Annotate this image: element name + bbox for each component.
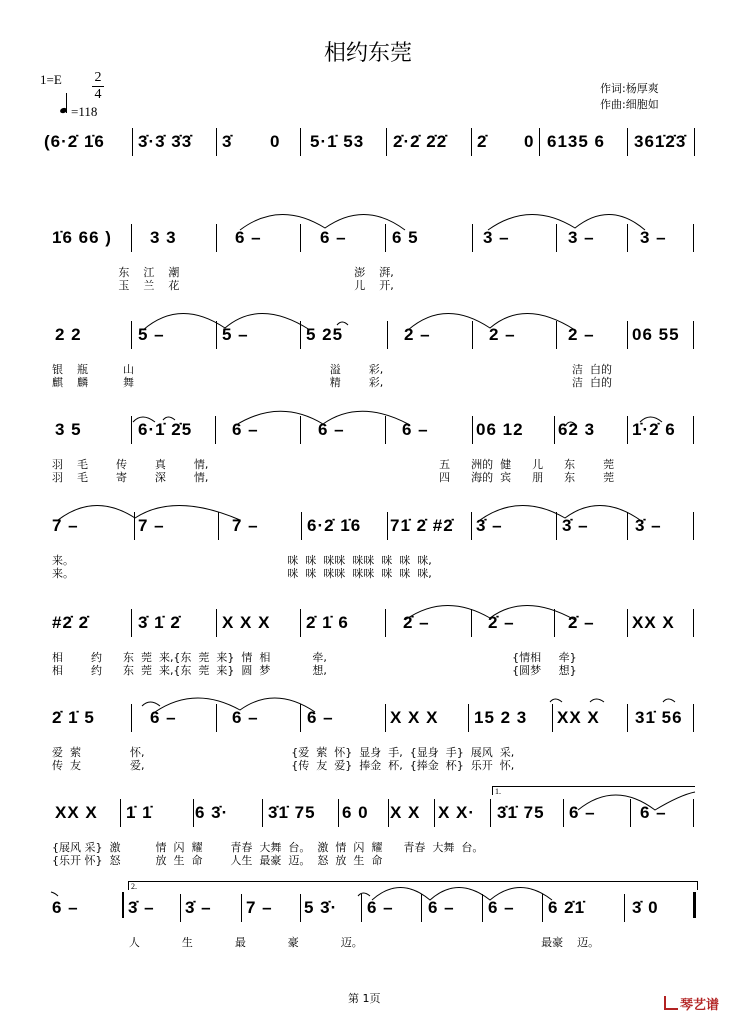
lyric-line: 东 江 潮 澎 湃, bbox=[52, 266, 394, 279]
notation-group: 7 – bbox=[246, 898, 273, 917]
notation-group: 6135 6 bbox=[547, 132, 605, 151]
notation-group: 5 – bbox=[138, 325, 165, 344]
notation-group: 5 3̇· bbox=[304, 898, 338, 917]
notation-group: XX X bbox=[55, 803, 98, 822]
barline bbox=[471, 128, 472, 156]
notation-group: 7 – bbox=[232, 516, 259, 535]
lyric-line: 来。 咪 咪 咪咪 咪咪 咪 咪 咪, bbox=[52, 554, 432, 567]
notation-group: 3̇·3̇ 3̇3̇ bbox=[138, 132, 193, 151]
logo-icon bbox=[664, 996, 678, 1010]
barline bbox=[134, 512, 135, 540]
notation-group: 3 5 bbox=[55, 420, 82, 439]
notation-group: 2̇ 1̇ 6 bbox=[306, 613, 349, 632]
barline bbox=[241, 894, 242, 922]
notation-group: 3 – bbox=[640, 228, 667, 247]
notation-group: 06 55 bbox=[632, 325, 680, 344]
barline bbox=[131, 224, 132, 252]
notation-group: 6 – bbox=[307, 708, 334, 727]
second-ending-bracket bbox=[128, 881, 698, 890]
time-signature-bottom: 4 bbox=[94, 87, 102, 102]
lyric-line: 来。 咪 咪 咪咪 咪咪 咪 咪 咪, bbox=[52, 567, 432, 580]
barline bbox=[300, 224, 301, 252]
barline bbox=[627, 128, 628, 156]
notation-group: 6 – bbox=[52, 898, 79, 917]
notation-group: 7 – bbox=[52, 516, 79, 535]
barline bbox=[630, 799, 631, 827]
lyric-line: 银 瓶 山 溢 彩, 洁 白的 bbox=[52, 363, 613, 376]
notation-group: 6 0 bbox=[342, 803, 369, 822]
barline bbox=[385, 224, 386, 252]
barline bbox=[627, 609, 628, 637]
notation-group: 6 3̇· bbox=[195, 803, 229, 822]
notation-group: 3 3 bbox=[150, 228, 177, 247]
notation-group: 3̇ – bbox=[635, 516, 662, 535]
notation-group: 3̇ 0 bbox=[632, 898, 659, 917]
barline bbox=[554, 609, 555, 637]
barline bbox=[180, 894, 181, 922]
notation-group: 6 – bbox=[232, 420, 259, 439]
barline bbox=[421, 894, 422, 922]
barline bbox=[215, 416, 216, 444]
lyric-line: 麒 麟 舞 精 彩, 洁 白的 bbox=[52, 376, 613, 389]
barline bbox=[627, 321, 628, 349]
lyric-line: 相 约 东 莞 来,{东 莞 来} 情 相 牵, {情相 牵} bbox=[52, 651, 577, 664]
notation-group: 5 – bbox=[222, 325, 249, 344]
barline bbox=[693, 609, 694, 637]
time-signature bbox=[93, 70, 103, 103]
barline bbox=[471, 609, 472, 637]
barline bbox=[539, 128, 540, 156]
barline bbox=[693, 704, 694, 732]
notation-group: 6 – bbox=[428, 898, 455, 917]
notation-group: 3̇ – bbox=[128, 898, 155, 917]
notation-group: 2 – bbox=[489, 325, 516, 344]
barline bbox=[434, 799, 435, 827]
barline bbox=[471, 512, 472, 540]
barline bbox=[387, 512, 388, 540]
barline bbox=[262, 799, 263, 827]
repeat-barline bbox=[122, 892, 124, 918]
barline bbox=[554, 416, 555, 444]
barline bbox=[627, 704, 628, 732]
notation-group: 6 – bbox=[488, 898, 515, 917]
barline bbox=[472, 416, 473, 444]
lyric-line: 相 约 东 莞 来,{东 莞 来} 圆 梦 想, {圆梦 想} bbox=[52, 664, 577, 677]
notation-group: 7 – bbox=[138, 516, 165, 535]
score-title: 相约东莞 bbox=[323, 41, 412, 66]
notation-group: 3 – bbox=[568, 228, 595, 247]
barline bbox=[388, 799, 389, 827]
tempo-marking: =118 bbox=[71, 104, 98, 119]
notation-group: 3̇ – bbox=[562, 516, 589, 535]
notation-group: 6·1̇ 2̇5 bbox=[138, 420, 193, 439]
barline bbox=[386, 128, 387, 156]
barline bbox=[693, 799, 694, 827]
notation-group: 5·1̇ 53 bbox=[310, 132, 365, 151]
barline bbox=[552, 704, 553, 732]
notation-group: 1̇·2̇ 6 bbox=[632, 420, 676, 439]
notation-group: 0 bbox=[270, 132, 281, 151]
time-signature-top: 2 bbox=[94, 70, 102, 85]
barline bbox=[216, 321, 217, 349]
notation-group: (6·2̇ 1̇6 bbox=[44, 132, 105, 151]
notation-group: 3̇ bbox=[222, 132, 233, 151]
notation-group: 3̇ 1̇ 2̇ bbox=[138, 613, 181, 632]
barline bbox=[218, 512, 219, 540]
notation-group: X X bbox=[390, 803, 421, 822]
notation-group: 2 – bbox=[568, 325, 595, 344]
barline bbox=[490, 799, 491, 827]
notation-group: 06 12 bbox=[476, 420, 524, 439]
lyric-line: 爱 萦 怀, {爱 萦 怀} 显身 手, {显身 手} 展风 采, bbox=[52, 746, 515, 759]
notation-group: X X X bbox=[222, 613, 271, 632]
final-barline bbox=[693, 892, 696, 918]
notation-group: 71̇ 2̇ #2̇ bbox=[390, 516, 454, 535]
barline bbox=[694, 128, 695, 156]
notation-group: 2̇ – bbox=[403, 613, 430, 632]
barline bbox=[216, 704, 217, 732]
notation-group: 2̇ – bbox=[568, 613, 595, 632]
notation-group: 3̇ – bbox=[476, 516, 503, 535]
barline bbox=[120, 799, 121, 827]
barline bbox=[385, 609, 386, 637]
barline bbox=[542, 894, 543, 922]
barline bbox=[131, 416, 132, 444]
barline bbox=[385, 416, 386, 444]
notation-group: X X· bbox=[438, 803, 476, 822]
lyric-line: 玉 兰 花 儿 开, bbox=[52, 279, 394, 292]
notation-group: 2̇·2̇ 2̇2̇ bbox=[393, 132, 448, 151]
barline bbox=[624, 894, 625, 922]
lyric-line: {展风 采} 激 情 闪 耀 青春 大舞 台。 激 情 闪 耀 青春 大舞 台。 bbox=[52, 841, 484, 854]
page-number: 第 1页 bbox=[348, 992, 381, 1005]
composer-credit: 作曲:细胞如 bbox=[600, 98, 659, 111]
barline bbox=[300, 894, 301, 922]
notation-group: 6 5 bbox=[392, 228, 419, 247]
notation-group: 6 – bbox=[640, 803, 667, 822]
barline bbox=[385, 704, 386, 732]
lyricist-credit: 作词:杨厚爽 bbox=[600, 82, 659, 95]
barline bbox=[300, 609, 301, 637]
notation-group: 31̇ 56 bbox=[635, 708, 683, 727]
barline bbox=[131, 321, 132, 349]
barline bbox=[556, 224, 557, 252]
barline bbox=[627, 224, 628, 252]
notation-group: XX X bbox=[557, 708, 600, 727]
notation-group: 2 – bbox=[404, 325, 431, 344]
notation-group: 361̇2̇3̇ bbox=[634, 132, 687, 151]
barline bbox=[193, 799, 194, 827]
notation-group: 62 3 bbox=[558, 420, 596, 439]
barline bbox=[216, 224, 217, 252]
barline bbox=[300, 321, 301, 349]
barline bbox=[693, 416, 694, 444]
barline bbox=[627, 416, 628, 444]
site-logo[interactable] bbox=[664, 994, 719, 1013]
barline bbox=[131, 704, 132, 732]
lyric-line: 羽 毛 寄 深 情, 四 海的 宾 朋 东 莞 bbox=[52, 471, 615, 484]
notation-group: 2̇ 1̇ 5 bbox=[52, 708, 95, 727]
first-ending-bracket bbox=[492, 786, 695, 795]
notation-group: 6 – bbox=[320, 228, 347, 247]
key-signature: 1=E bbox=[40, 72, 62, 87]
barline bbox=[361, 894, 362, 922]
notation-group: 2 2 bbox=[55, 325, 82, 344]
first-ending-label: 1. bbox=[495, 787, 501, 796]
barline bbox=[693, 224, 694, 252]
notation-group: 1̇ 1̇ bbox=[126, 803, 153, 822]
lyric-line: 人 生 最 豪 迈。 最豪 迈。 bbox=[52, 936, 600, 949]
notation-group: X X X bbox=[390, 708, 439, 727]
barline bbox=[300, 128, 301, 156]
notation-group: 2̇ – bbox=[488, 613, 515, 632]
notation-group: 3 – bbox=[483, 228, 510, 247]
barline bbox=[556, 321, 557, 349]
barline bbox=[468, 704, 469, 732]
notation-group: 1̇6 66 ) bbox=[52, 228, 112, 247]
barline bbox=[216, 609, 217, 637]
notation-group: 6 – bbox=[367, 898, 394, 917]
barline bbox=[300, 704, 301, 732]
barline bbox=[472, 224, 473, 252]
barline bbox=[301, 512, 302, 540]
barline bbox=[216, 128, 217, 156]
notation-group: 6 – bbox=[235, 228, 262, 247]
notation-group: XX X bbox=[632, 613, 675, 632]
notation-group: 6 – bbox=[402, 420, 429, 439]
barline bbox=[482, 894, 483, 922]
notation-group: 5 25 bbox=[306, 325, 344, 344]
logo-text: 琴艺谱 bbox=[680, 998, 720, 1013]
lyric-line: 羽 毛 传 真 情, 五 洲的 健 儿 东 莞 bbox=[52, 458, 615, 471]
notation-group: 3̇1̇ 75 bbox=[268, 803, 316, 822]
notation-group: 6 – bbox=[150, 708, 177, 727]
barline bbox=[132, 128, 133, 156]
notation-group: 2̇ bbox=[477, 132, 488, 151]
barline bbox=[300, 416, 301, 444]
lyric-line: 传 友 爱, {传 友 爱} 捧金 杯, {捧金 杯} 乐开 怀, bbox=[52, 759, 515, 772]
notation-group: 6 2̇1̇ bbox=[548, 898, 586, 917]
notation-group: 6·2̇ 1̇6 bbox=[307, 516, 362, 535]
lyric-line: {乐开 怀} 怒 放 生 命 人生 最豪 迈。 怒 放 生 命 bbox=[52, 854, 383, 867]
notation-group: 6 – bbox=[232, 708, 259, 727]
barline bbox=[338, 799, 339, 827]
notation-group: 3̇ – bbox=[185, 898, 212, 917]
second-ending-label: 2. bbox=[131, 882, 137, 891]
notation-group: 6 – bbox=[569, 803, 596, 822]
barline bbox=[627, 512, 628, 540]
notation-group: #2̇ 2̇ bbox=[52, 613, 90, 632]
barline bbox=[472, 321, 473, 349]
barline bbox=[556, 512, 557, 540]
barline bbox=[387, 321, 388, 349]
barline bbox=[693, 321, 694, 349]
notation-group: 15 2 3 bbox=[474, 708, 528, 727]
barline bbox=[693, 512, 694, 540]
notation-group: 0 bbox=[524, 132, 535, 151]
barline bbox=[563, 799, 564, 827]
barline bbox=[131, 609, 132, 637]
notation-group: 3̇1̇ 75 bbox=[497, 803, 545, 822]
notation-group: 6 – bbox=[318, 420, 345, 439]
